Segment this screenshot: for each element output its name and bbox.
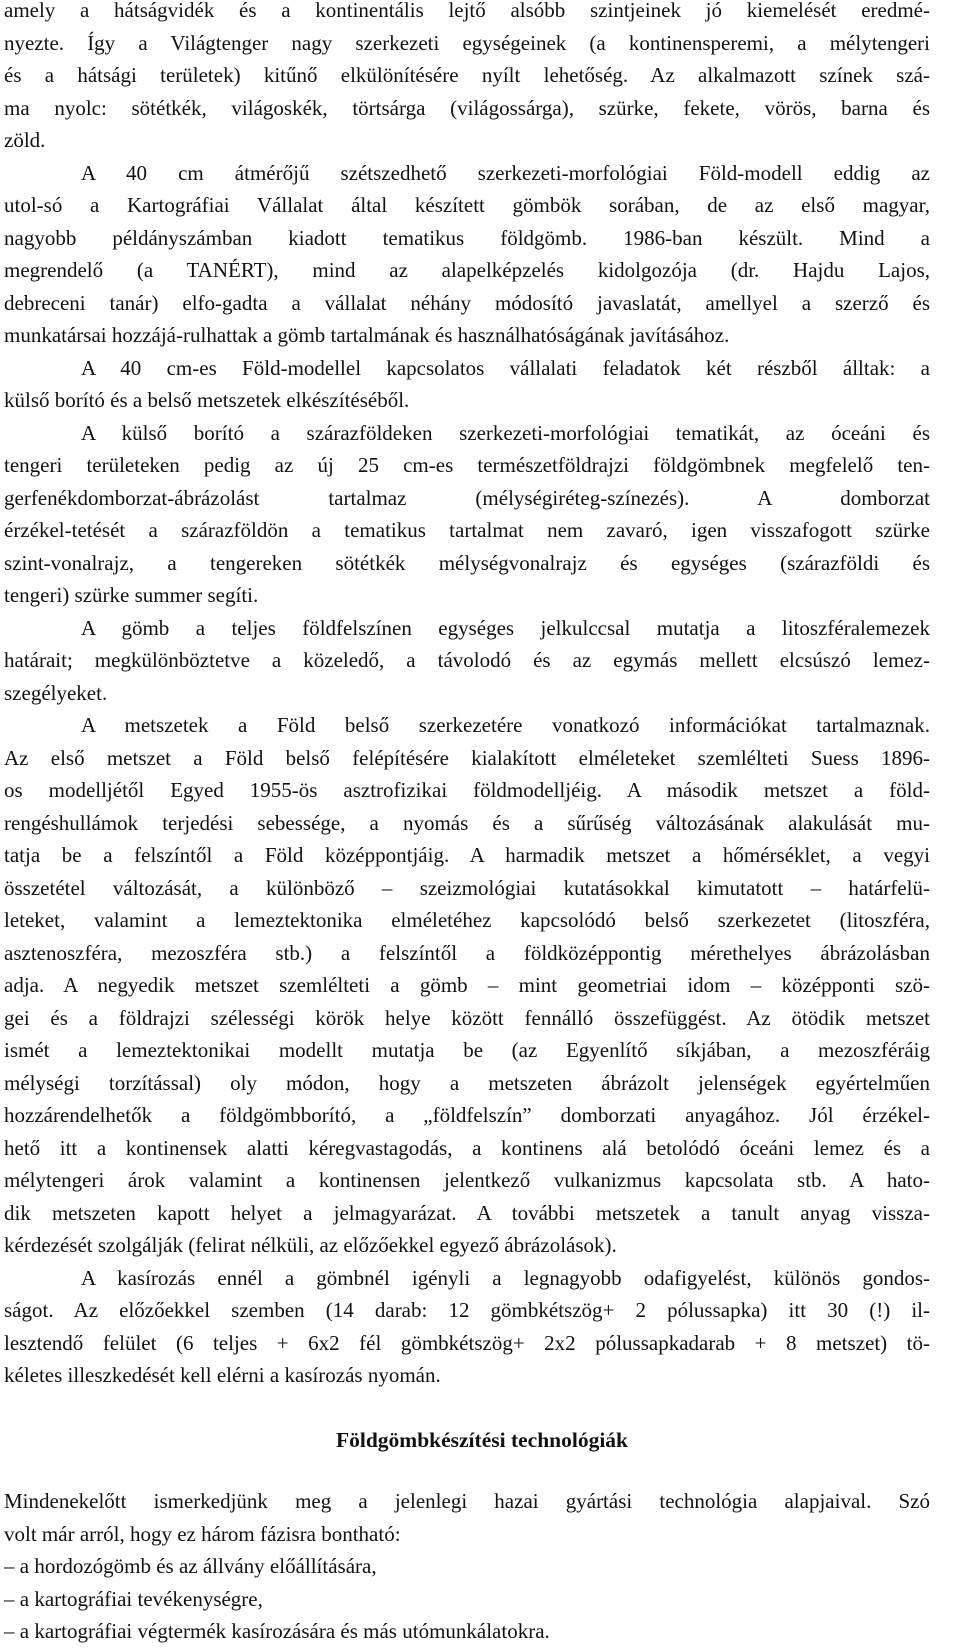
text-line: A metszetek a Föld belső szerkezetére vonatkozó információkat tartalmaznak. — [81, 713, 930, 737]
text-line: zöld. — [4, 128, 46, 152]
text-line: A 40 cm-es Föld-modellel kapcsolatos vállalati feladatok két részből álltak: a — [81, 355, 930, 380]
text-line: hozzárendelhetők a földgömbborító, a „földfelszín” domborzati anyagához. Jól érzékel- — [4, 1103, 930, 1127]
list-item: – a kartográfiai végtermék kasírozására és más utómunkálatokra. — [4, 1619, 550, 1643]
text-line: ismét a lemeztektonikai modellt mutatja be (az Egyenlítő síkjában, a mezoszféráig — [4, 1038, 930, 1062]
paragraph — [4, 417, 930, 612]
paragraph — [4, 352, 930, 417]
text-line: tengeri területeken pedig az új 25 cm-es természetföldrajzi földgömbnek megfelelő ten- — [4, 453, 930, 477]
text-line: os modelljétől Egyed 1955-ös asztrofizikai földmodelljéig. A második metszet a föld- — [4, 778, 930, 802]
text-line: dik metszeten kapott helyet a jelmagyarázat. A további metszetek a tanult anyag vissza- — [4, 1200, 930, 1225]
text-line: A kasírozás ennél a gömbnél igényli a legnagyobb odafigyelést, különös gondos- — [81, 1265, 930, 1290]
text-line: mélységi torzítással) oly módon, hogy a metszeten ábrázolt jelenségek egyértelműen — [4, 1070, 930, 1095]
paragraph — [4, 709, 930, 1262]
text-line: asztenoszféra, mezoszféra stb.) a felszíntől a földközéppontig mérethelyes ábrázolásban — [4, 940, 930, 965]
text-line: debreceni tanár) elfo-gadta a vállalat néhány módosító javaslatát, amellyel a szerző és — [4, 290, 930, 315]
text-line: volt már arról, hogy ez három fázisra bontható: — [4, 1521, 401, 1546]
text-line: szegélyeket. — [4, 680, 108, 705]
text-line: határait; megkülönböztetve a közeledő, a távolodó és az egymás mellett elcsúszó lemez- — [4, 648, 930, 672]
text-line: Mindenekelőtt ismerkedjünk meg a jelenlegi hazai gyártási technológia alapjaival. Szó — [4, 1489, 930, 1513]
text-line: gerfenékdomborzat-ábrázolást tartalmaz (mélységiréteg-színezés). A domborzat — [4, 485, 930, 510]
text-line: szint-vonalrajz, a tengereken sötétkék mélységvonalrajz és egységes (szárazföldi és — [4, 550, 930, 575]
text-line: megrendelő (a TANÉRT), mind az alapelképzelés kidolgozója (dr. Hajdu Lajos, — [4, 258, 930, 282]
paragraph — [4, 1262, 930, 1392]
text-line: kérdezését szolgálják (felirat nélküli, az előzőekkel egyező ábrázolások). — [4, 1233, 617, 1257]
text-line: lesztendő felület (6 teljes + 6x2 fél gömbkétszög+ 2x2 pólussapkadarab + 8 metszet) tö- — [4, 1330, 930, 1355]
text-line: rengéshullámok terjedési sebessége, a nyomás és a sűrűség változásának alakulását mu- — [4, 810, 930, 835]
text-line: hető itt a kontinensek alatti kéregvastagodás, a kontinens alá betolódó óceáni lemez és a — [4, 1135, 930, 1160]
paragraph — [4, 612, 930, 710]
text-line: gei és a földrajzi szélességi körök helye között fennálló összefüggést. Az ötödik metszet — [4, 1005, 930, 1030]
text-line: A gömb a teljes földfelszínen egységes jelkulccsal mutatja a litoszféralemezek — [81, 615, 930, 640]
text-line: tatja be a felszíntől a Föld középpontjáig. A harmadik metszet a hőmérséklet, a vegyi — [4, 843, 930, 867]
text-line: adja. A negyedik metszet szemlélteti a gömb – mint geometriai idom – középponti szö- — [4, 973, 930, 997]
text-line: ságot. Az előzőekkel szemben (14 darab: 12 gömbkétszög+ 2 pólussapka) itt 30 (!) il- — [4, 1298, 930, 1322]
text-line: leteket, valamint a lemeztektonika elméletéhez kapcsolódó belső szerkezetet (litoszféra, — [4, 908, 930, 932]
text-line: Az első metszet a Föld belső felépítésére kialakított elméleteket szemlélteti Suess 1896- — [4, 745, 930, 770]
text-line: mélytengeri árok valamint a kontinensen jelentkező vulkanizmus kapcsolata stb. A hato- — [4, 1168, 930, 1192]
paragraph — [4, 1485, 930, 1550]
text-line: utol-só a Kartográfiai Vállalat által készített gömbök sorában, de az első magyar, — [4, 193, 930, 217]
text-line: munkatársai hozzájá-rulhattak a gömb tartalmának és használhatóságának javításához. — [4, 323, 730, 347]
text-line: amely a hátságvidék és a kontinentális lejtő alsóbb szintjeinek jó kiemelését eredmé- — [4, 0, 930, 22]
text-line: A 40 cm átmérőjű szétszedhető szerkezeti-morfológiai Föld-modell eddig az — [81, 160, 930, 185]
text-line: összetétel változását, a különböző – szeizmológiai kutatásokkal kimutatott – határfelü- — [4, 875, 930, 900]
text-line: kéletes illeszkedését kell elérni a kasírozás nyomán. — [4, 1363, 441, 1387]
text-line: nagyobb példányszámban kiadott tematikus földgömb. 1986-ban készült. Mind a — [4, 225, 930, 250]
text-line: tengeri) szürke summer segíti. — [4, 583, 259, 607]
paragraph — [4, 0, 930, 157]
text-line: és a hátsági területek) kitűnő elkülönítésére nyílt lehetőség. Az alkalmazott színek szá- — [4, 63, 930, 87]
text-line: nyezte. Így a Világtenger nagy szerkezeti egységeinek (a kontinensperemi, a mélytengeri — [4, 30, 930, 55]
text-line: A külső borító a szárazföldeken szerkezeti-morfológiai tematikát, az óceáni és — [81, 420, 930, 445]
text-line: érzékel-tetését a szárazföldön a tematikus tartalmat nem zavaró, igen visszafogott szürke — [4, 518, 930, 542]
phase-list — [4, 1550, 930, 1648]
section-heading: Földgömbkészítési technológiák — [335, 1427, 629, 1452]
text-line: külső borító és a belső metszetek elkészítéséből. — [4, 388, 410, 412]
list-item: – a hordozógömb és az állvány előállítására, — [4, 1554, 377, 1578]
text-line: ma nyolc: sötétkék, világoskék, törtsárga (világossárga), szürke, fekete, vörös, barna és — [4, 95, 930, 120]
list-item: – a kartográfiai tevékenységre, — [4, 1586, 263, 1611]
paragraph — [4, 157, 930, 352]
